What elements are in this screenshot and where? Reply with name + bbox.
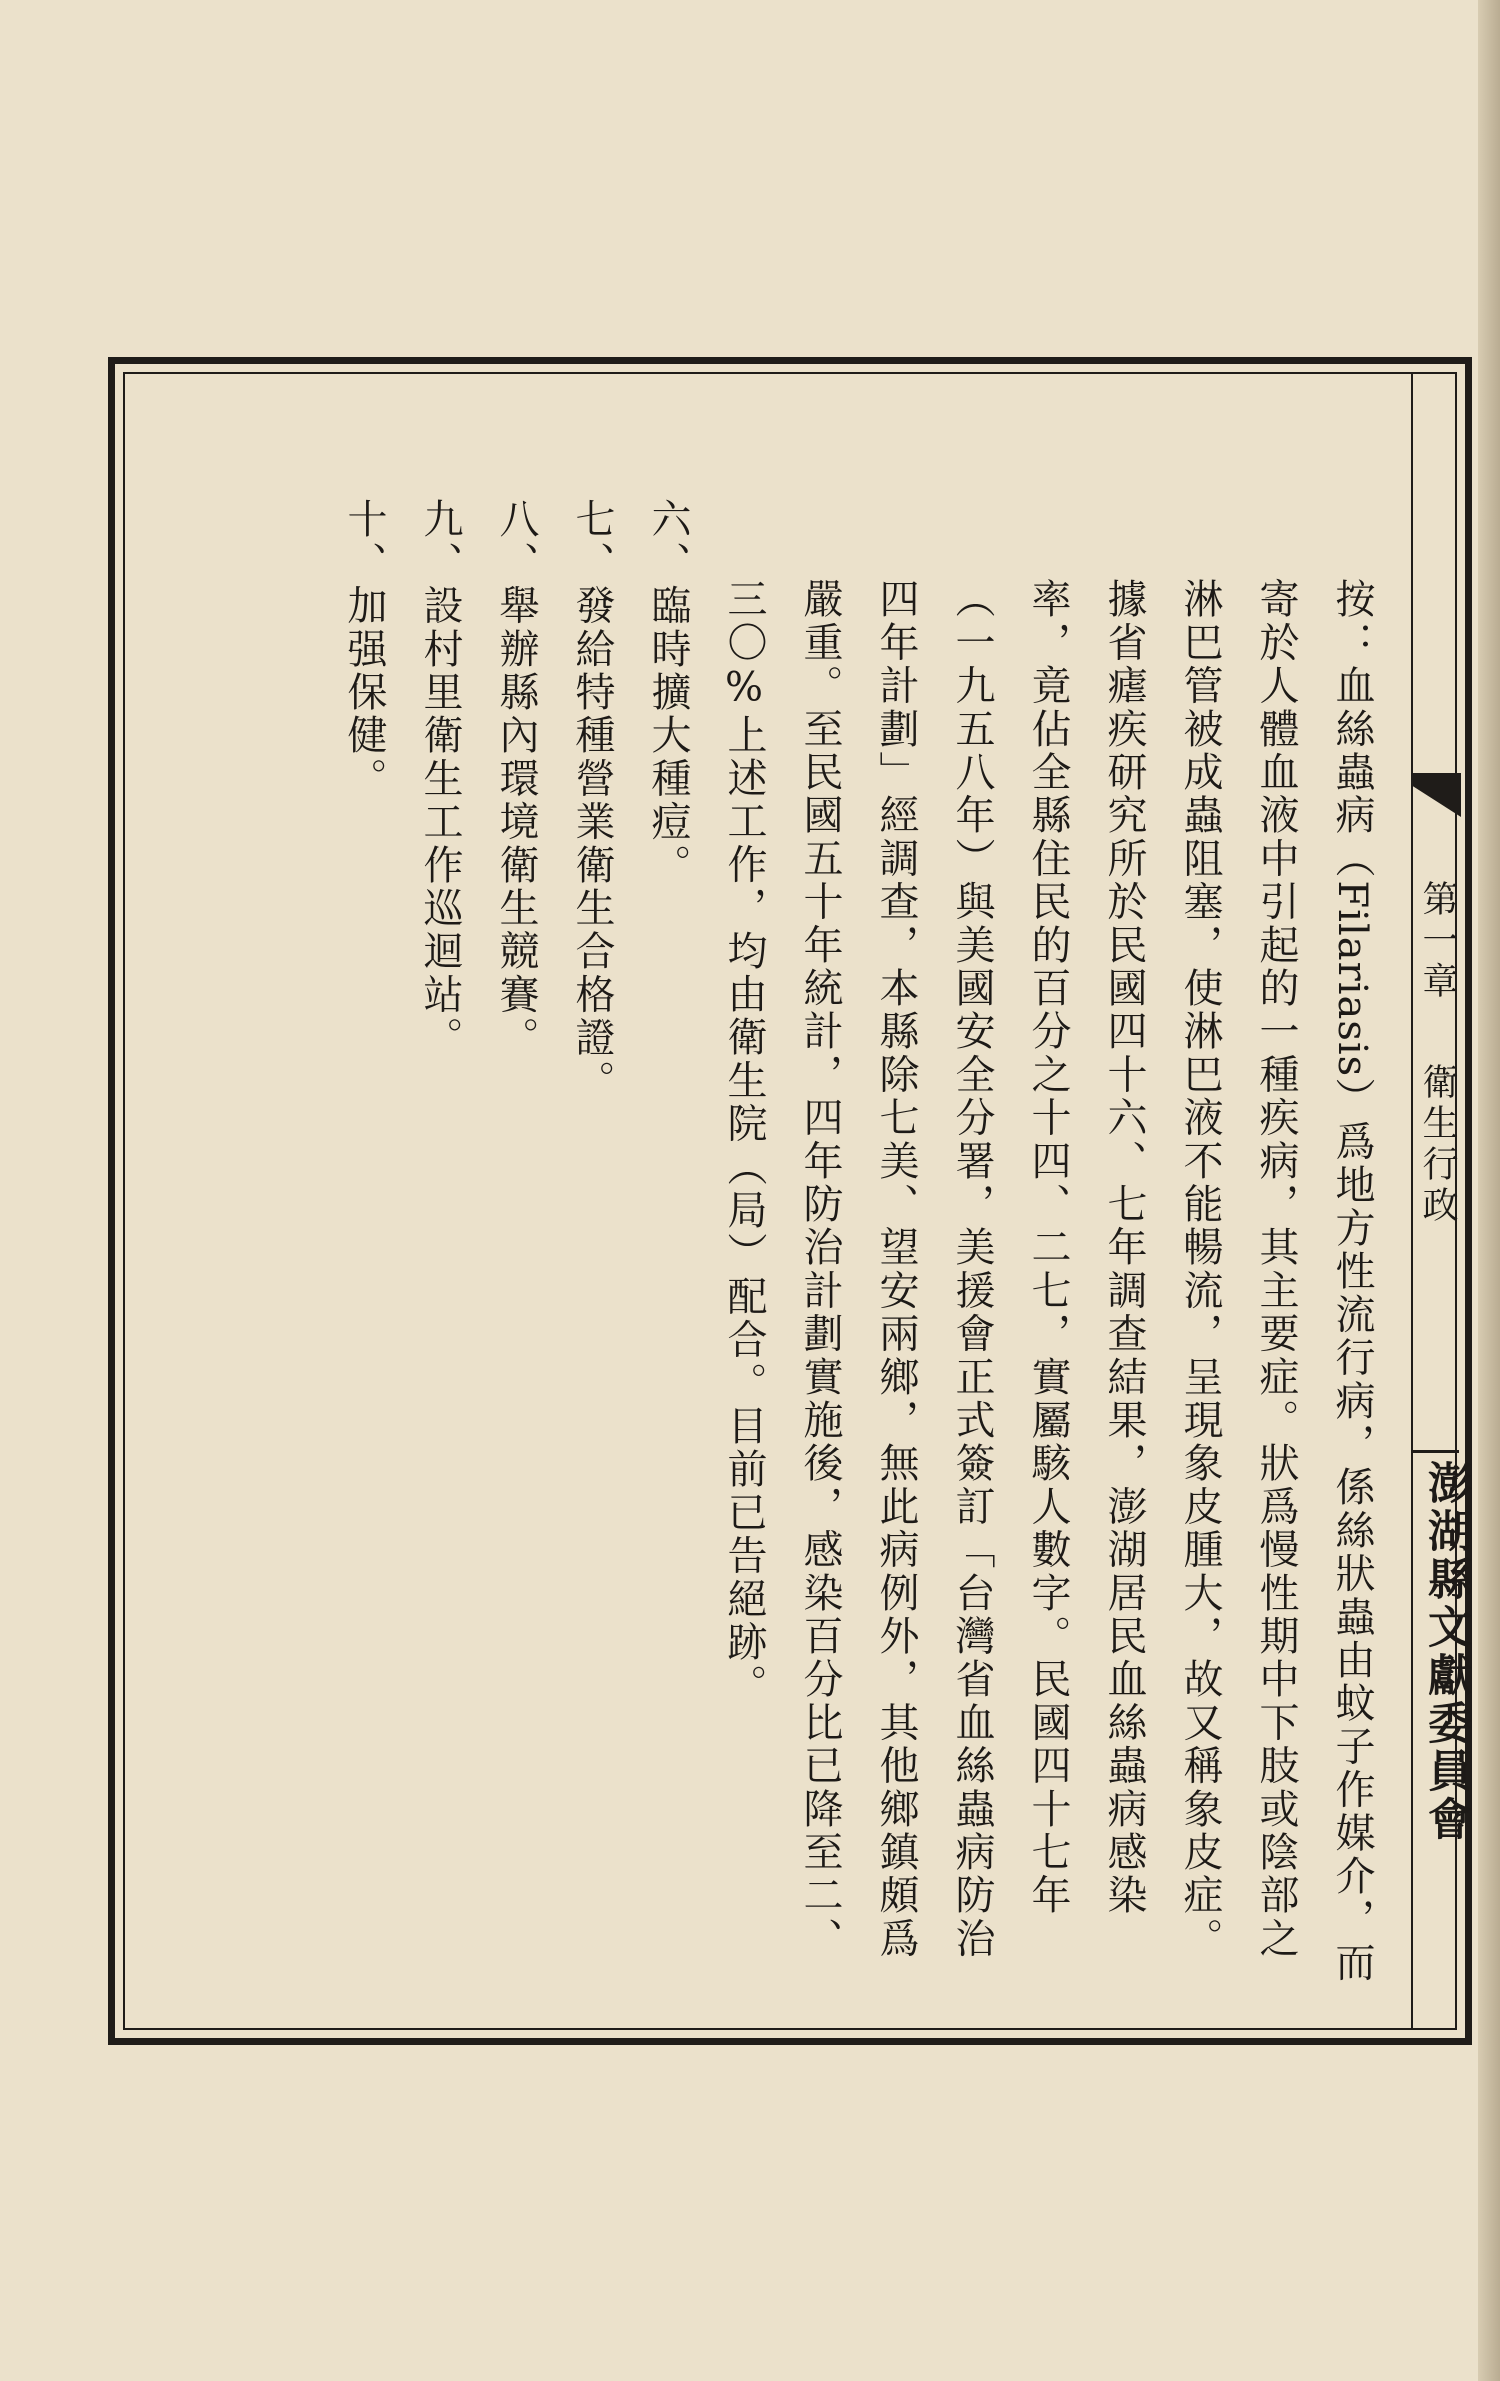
head-rule [1413,1450,1459,1453]
running-head [1417,880,1458,1280]
list-item-7: 七、發給特種營業衛生合格證。 [569,498,615,1103]
section-title: 衛生行政 [1417,1063,1458,1227]
note-p1-start: 按：血絲蟲病（ [1329,578,1375,881]
list-item-8: 八、舉辦縣內環境衛生競賽。 [493,498,539,1060]
list-item-10: 十、加强保健。 [341,498,387,801]
note-p1-rest: ）爲地方性流行病，係絲狀蟲由蚊子作媒介，而寄於人體血液中引起的一種疾病，其主要症。狀爲慢性期中下肢或陰部之淋巴管被成蟲阻塞，使淋巴液不能暢流，呈現象皮腫大，故又稱象皮症。 [1177,578,1375,1985]
list-item-6: 六、臨時擴大種痘。 [645,498,691,887]
note-paragraph-2: 據省瘧疾研究所於民國四十六、七年調查結果，澎湖居民血絲蟲病感染率，竟佔全縣住民的百分之十四、二七，實屬駭人數字。民國四十七年（一九五八年）與美國安全分署，美援會正式簽訂「台灣省血絲蟲病防治四年計劃」經調查，本縣除七美、望安兩鄉，無此病例外，其他鄉鎮頗爲嚴重。至民國五十年統計，四年防治計劃實施後，感染百分比已降至二、三〇%上述工作，均由衛生院（局）配合。目前已告絕跡。 [721,578,1147,1961]
chapter-number: 第一章 [1417,880,1458,1003]
page-edge [1478,0,1500,2381]
main-text [300,498,1390,1998]
publisher-name: 澎湖縣文獻委員會 [1420,1460,1471,1844]
list-item-9: 九、設村里衛生工作巡迴站。 [417,498,463,1060]
latin-term: Filariasis [1329,880,1375,1078]
note-paragraph-1 [1162,578,1390,1998]
margin-rule [1411,374,1413,2028]
